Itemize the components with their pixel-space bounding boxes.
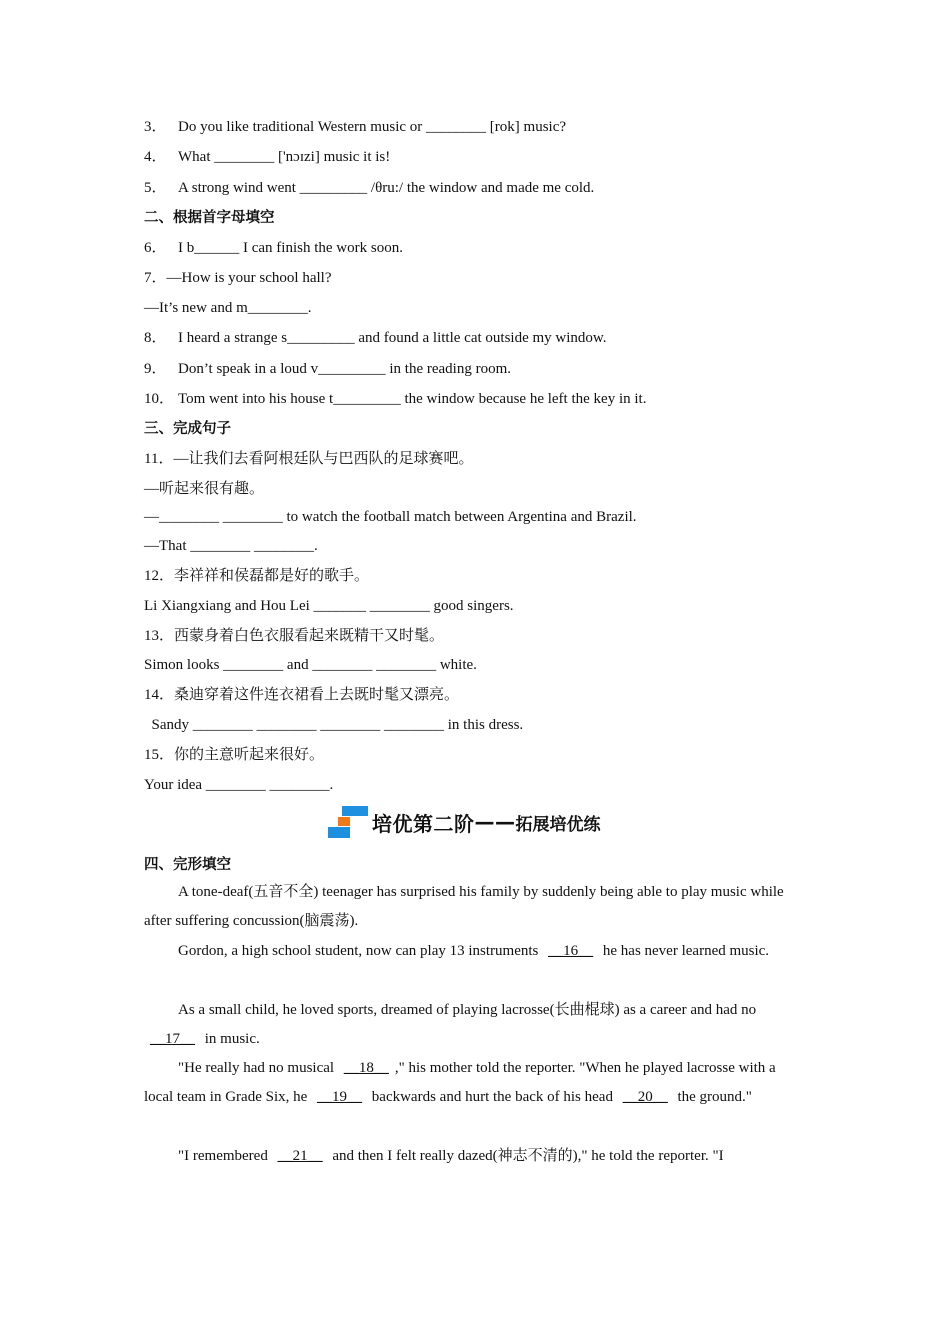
sentence-line: —________ ________ to watch the football match between Argentina and Brazil. bbox=[144, 509, 637, 525]
item-7 bbox=[144, 268, 332, 288]
item-7-answer bbox=[144, 298, 311, 318]
paragraph-text: in music. bbox=[201, 1031, 260, 1048]
item-9 bbox=[144, 359, 511, 379]
paragraph-text: he has never learned music. bbox=[599, 943, 770, 959]
item-4 bbox=[144, 147, 390, 167]
sentence-line: 11．—让我们去看阿根廷队与巴西队的足球赛吧。 bbox=[144, 451, 474, 467]
sentence-line: 13．西蒙身着白色衣服看起来既精干又时髦。 bbox=[144, 628, 445, 644]
sentence-line: Li Xiangxiang and Hou Lei _______ ________ good singers. bbox=[144, 598, 514, 614]
banner-title: 培优第二阶 bbox=[372, 811, 475, 836]
sentence-line: Sandy ________ ________ ________ ________ in this dress. bbox=[144, 717, 524, 733]
item-number: 9． bbox=[144, 361, 167, 377]
paragraph-text: "I remembered bbox=[178, 1148, 272, 1164]
section-4-heading: 四、完形填空 bbox=[144, 857, 231, 873]
item-text: —How is your school hall? bbox=[166, 270, 332, 286]
sentence-line: 12．李祥祥和侯磊都是好的歌手。 bbox=[144, 568, 370, 584]
cloze-paragraph bbox=[144, 937, 808, 966]
cloze-blank-16: __16__ bbox=[548, 943, 594, 959]
item-number: 6． bbox=[144, 240, 167, 256]
cloze-blank-19: __19__ bbox=[317, 1089, 363, 1106]
item-text: I heard a strange s_________ and found a little cat outside my window. bbox=[178, 330, 607, 346]
item-text: Tom went into his house t_________ the window because he left the key in it. bbox=[178, 391, 647, 407]
cloze-paragraph bbox=[144, 996, 808, 1055]
sentence-line: 14．桑迪穿着这件连衣裙看上去既时髦又漂亮。 bbox=[144, 687, 460, 703]
paragraph-text: the ground." bbox=[673, 1089, 752, 1106]
cloze-paragraph bbox=[144, 1142, 808, 1171]
paragraph-text: As a small child, he loved sports, dreamed of playing lacrosse(长曲棍球) as a career and had no bbox=[178, 1002, 757, 1018]
item-number: 4． bbox=[144, 149, 167, 165]
banner-subtitle: 拓展培优练 bbox=[515, 814, 601, 835]
cloze-paragraph bbox=[144, 1054, 808, 1113]
item-text: I b______ I can finish the work soon. bbox=[178, 240, 403, 256]
cloze-blank-20: __20__ bbox=[622, 1089, 668, 1106]
item-text: Don’t speak in a loud v_________ in the reading room. bbox=[178, 361, 512, 377]
sentence-line: Simon looks ________ and ________ ________ white. bbox=[144, 657, 477, 673]
item-number: 7． bbox=[144, 270, 167, 286]
item-text: What ________ ['nɔɪzi] music it is! bbox=[178, 149, 391, 165]
stage-banner bbox=[328, 804, 601, 840]
sentence-line: 15．你的主意听起来很好。 bbox=[144, 747, 325, 763]
sentence-line: —听起来很有趣。 bbox=[144, 481, 265, 497]
paragraph-text: Gordon, a high school student, now can play 13 instruments bbox=[178, 943, 543, 959]
item-text: Do you like traditional Western music or ________ [rok] music? bbox=[178, 119, 567, 135]
item-5 bbox=[144, 178, 594, 198]
cloze-blank-17: __17__ bbox=[150, 1031, 195, 1048]
paragraph-text: backwards and hurt the back of his head bbox=[368, 1089, 617, 1106]
banner-dash: —— bbox=[474, 810, 516, 834]
section-3-heading: 三、完成句子 bbox=[144, 421, 231, 437]
stage-logo-icon bbox=[328, 806, 368, 838]
item-number: 5． bbox=[144, 180, 167, 196]
item-8 bbox=[144, 328, 607, 348]
item-number: 10． bbox=[144, 391, 175, 407]
paragraph-text: and then I felt really dazed(神志不清的)," he told the reporter. "I bbox=[328, 1148, 724, 1164]
paragraph-text: A tone-deaf(五音不全) teenager has surprised his family by suddenly being able to play music while after suffering concussion(脑震荡). bbox=[144, 884, 784, 930]
item-text: A strong wind went _________ /θru:/ the window and made me cold. bbox=[178, 180, 595, 196]
item-text: —It’s new and m________. bbox=[144, 300, 312, 316]
cloze-blank-21: __21__ bbox=[277, 1148, 323, 1164]
paragraph-text: "He really had no musical bbox=[178, 1060, 338, 1076]
item-6 bbox=[144, 238, 403, 258]
cloze-blank-18: __18__ bbox=[343, 1060, 389, 1076]
sentence-line: —That ________ ________. bbox=[144, 538, 318, 554]
paragraph-text: ," his mother told the reporter. "When he played lacrosse with a local team in Grade Six, he bbox=[144, 1060, 776, 1106]
item-10 bbox=[144, 389, 646, 409]
sentence-line: Your idea ________ ________. bbox=[144, 777, 334, 793]
item-number: 8． bbox=[144, 330, 167, 346]
item-number: 3． bbox=[144, 119, 167, 135]
cloze-paragraph bbox=[144, 878, 808, 937]
section-2-heading: 二、根据首字母填空 bbox=[144, 210, 275, 226]
item-3 bbox=[144, 117, 566, 137]
